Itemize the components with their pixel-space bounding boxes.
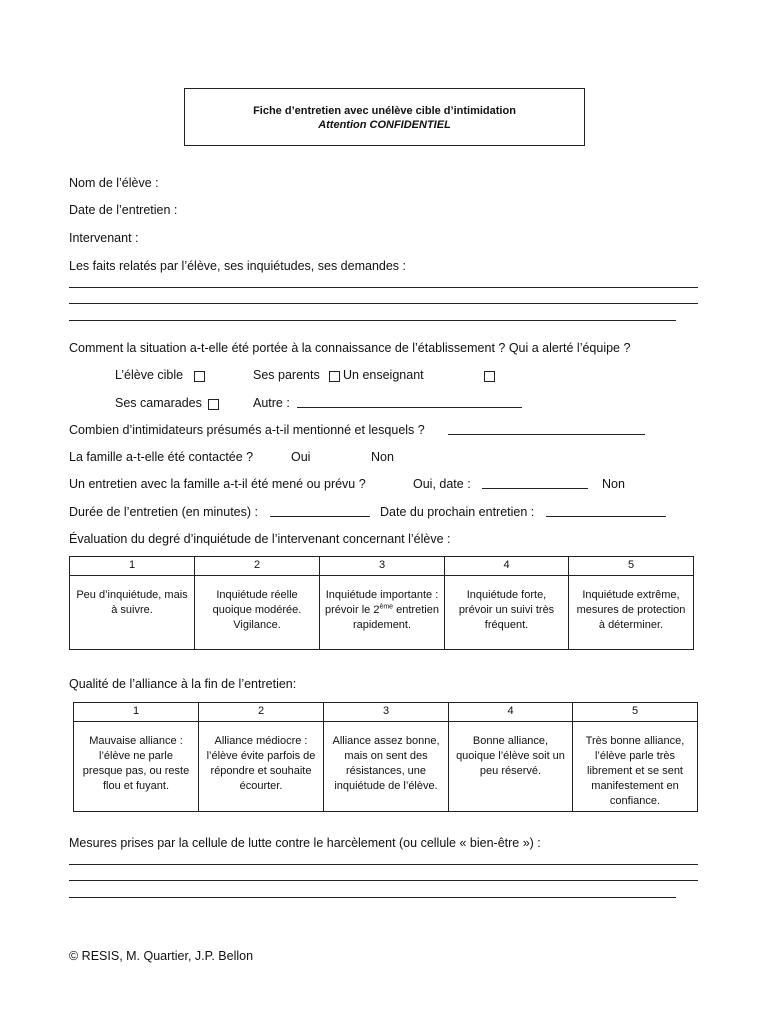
duree-label: Durée de l’entretien (en minutes) : [69,505,258,519]
inquietude-desc [320,576,445,650]
alliance-label: Qualité de l’alliance à la fin de l’entretien: [69,677,297,691]
checkbox-eleve[interactable] [194,371,205,382]
alliance-level[interactable]: 3 [324,703,449,722]
alliance-desc: Mauvaise alliance : l’élève ne parle presque pas, ou reste flou et fuyant. [74,722,199,812]
alliance-level[interactable]: 1 [74,703,199,722]
inquietude-desc: Inquiétude forte, prévoir un suivi très fréquent. [445,576,569,650]
option-camarades-label: Ses camarades [115,396,202,410]
famille-non[interactable]: Non [371,450,394,464]
answer-line[interactable] [69,303,698,304]
duree-input[interactable] [270,506,370,517]
alliance-desc: Bonne alliance, quoique l’élève soit un peu réservé. [449,722,573,812]
alliance-desc: Alliance assez bonne, mais on sent des résistances, une inquiétude de l’élève. [324,722,449,812]
alliance-level[interactable]: 5 [573,703,698,722]
entretien-oui-date[interactable]: Oui, date : [413,477,471,491]
famille-question: La famille a-t-elle été contactée ? [69,450,254,464]
inquietude-level[interactable]: 3 [320,557,445,576]
form-title: Fiche d’entretien avec unélève cible d’intimidation [253,105,516,117]
prochain-input[interactable] [546,506,666,517]
inquietude-desc: Inquiétude extrême, mesures de protection à déterminer. [569,576,694,650]
entretien-non[interactable]: Non [602,477,625,491]
inquietude-level[interactable]: 1 [70,557,195,576]
entretien-famille-question: Un entretien avec la famille a-t-il été mené ou prévu ? [69,477,366,491]
prochain-label: Date du prochain entretien : [380,505,535,519]
autre-input[interactable] [297,397,522,408]
checkbox-parents[interactable] [329,371,340,382]
field-faits: Les faits relatés par l’élève, ses inquiétudes, ses demandes : [69,259,406,273]
option-eleve [115,368,183,382]
inquietude-desc-sup: ème [379,603,394,611]
answer-line[interactable] [69,864,698,865]
alliance-level[interactable]: 2 [199,703,324,722]
option-eleve-label: L’élève cible [115,368,184,382]
field-intervenant: Intervenant : [69,231,139,245]
confidential-note: Attention CONFIDENTIEL [318,119,451,131]
option-parents-label: Ses parents [253,368,320,382]
intimidateurs-input[interactable] [448,424,645,435]
inquietude-desc-part: entretien rapidement. [352,604,439,631]
situation-question: Comment la situation a-t-elle été portée à la connaissance de l’établissement ? Qui a alerté l’équipe ? [69,341,631,355]
option-autre-label: Autre : [253,396,290,410]
inquietude-desc: Inquiétude réelle quoique modérée. Vigilance. [195,576,320,650]
alliance-desc: Très bonne alliance, l’élève parle très librement et se sent manifestement en confiance. [573,722,698,812]
alliance-desc: Alliance médiocre : l’élève évite parfois de répondre et souhaite écourter. [199,722,324,812]
answer-line[interactable] [69,897,676,898]
intimidateurs-question: Combien d’intimidateurs présumés a-t-il mentionné et lesquels ? [69,423,425,437]
mesures-label: Mesures prises par la cellule de lutte contre le harcèlement (ou cellule « bien-être ») : [69,836,541,850]
field-nom: Nom de l’élève : [69,176,159,190]
answer-line[interactable] [69,287,698,288]
inquietude-desc-part: Inquiétude importante : prévoir le 2 [325,589,439,616]
option-autre [253,396,290,410]
copyright: © RESIS, M. Quartier, J.P. Bellon [69,949,254,963]
inquietude-level[interactable]: 4 [445,557,569,576]
famille-oui[interactable]: Oui [291,450,311,464]
evaluation-label: Évaluation du degré d’inquiétude de l’intervenant concernant l’élève : [69,532,451,546]
checkbox-camarades[interactable] [208,399,219,410]
field-date: Date de l’entretien : [69,203,178,217]
option-enseignant [343,368,424,382]
option-camarades [115,396,202,410]
option-enseignant-label: Un enseignant [343,368,424,382]
alliance-table [73,702,698,812]
option-parents [253,368,320,382]
inquietude-level[interactable]: 5 [569,557,694,576]
inquietude-desc: Peu d’inquiétude, mais à suivre. [70,576,195,650]
checkbox-enseignant[interactable] [484,371,495,382]
answer-line[interactable] [69,320,676,321]
title-box [184,88,585,146]
alliance-level[interactable]: 4 [449,703,573,722]
inquietude-level[interactable]: 2 [195,557,320,576]
entretien-date-input[interactable] [482,478,588,489]
inquietude-table [69,556,694,650]
answer-line[interactable] [69,880,698,881]
